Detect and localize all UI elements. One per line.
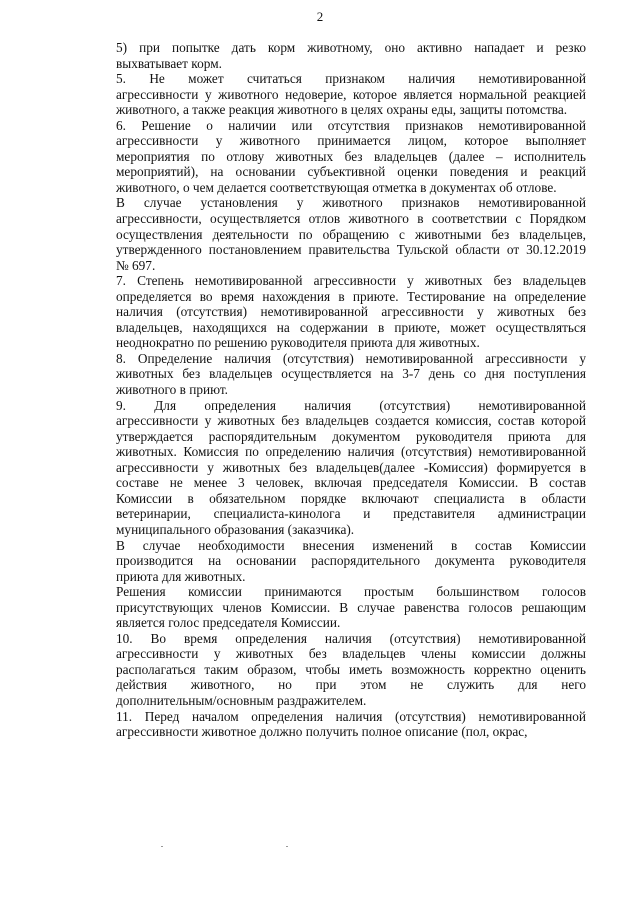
text-line: 10. Во время определения наличия (отсутствия) немотивированной xyxy=(116,630,586,646)
text-line: мероприятий), на основании субъективной оценки поведения и реакций xyxy=(116,164,586,180)
paragraph xyxy=(78,195,586,273)
paragraph xyxy=(78,273,586,351)
scan-speck xyxy=(286,846,288,847)
text-line: выхватывает корм. xyxy=(116,55,222,71)
text-line: Комиссии в обязательном порядке включают специалиста в области xyxy=(116,490,586,506)
text-line: животного, а также реакция животного в целях охраны еды, защиты потомства. xyxy=(116,102,568,118)
text-line: неоднократно по решению руководителя приюта для животных. xyxy=(116,335,480,351)
text-line: 6. Решение о наличии или отсутствия признаков немотивированной xyxy=(116,117,586,133)
text-line: наличия (отсутствия) немотивированной агрессивности у животных без xyxy=(116,304,586,320)
text-line: присутствующих членов Комиссии. В случае равенства голосов решающим xyxy=(116,599,586,615)
text-line: агрессивности у животного принимается лицом, которое выполняет xyxy=(116,133,586,149)
text-line: является голос председателя Комиссии. xyxy=(116,615,341,631)
text-line: агрессивности, осуществляется отлов животного в соответствии с Порядком xyxy=(116,211,586,227)
text-line: животных без владельцев осуществляется на 3-7 день со дня поступления xyxy=(116,366,586,382)
text-line: животного в приют. xyxy=(116,382,229,398)
text-line: 5. Не может считаться признаком наличия немотивированной xyxy=(116,71,586,87)
document-body xyxy=(78,40,586,740)
text-line: утверждается распорядительным документом руководителя приюта для xyxy=(116,428,586,444)
text-line: определяется во время нахождения в приюте. Тестирование на определение xyxy=(116,288,586,304)
text-line: производится на основании распорядительного документа руководителя xyxy=(116,553,586,569)
text-line: утвержденного постановлением правительства Тульской области от 30.12.2019 xyxy=(116,242,586,258)
text-line: В случае установления у животного признаков немотивированной xyxy=(116,195,586,211)
paragraph xyxy=(78,71,586,118)
text-line: агрессивности у животных без владельцев члены комиссии должны xyxy=(116,646,586,662)
paragraph xyxy=(78,398,586,538)
paragraph xyxy=(78,351,586,398)
scan-speck xyxy=(161,846,163,847)
paragraph xyxy=(78,538,586,585)
paragraph xyxy=(78,118,586,196)
text-line: приюта для животных. xyxy=(116,568,246,584)
text-line: дополнительным/основным раздражителем. xyxy=(116,692,367,708)
paragraph xyxy=(78,709,586,740)
text-line: располагаться таким образом, чтобы иметь возможность корректно оценить xyxy=(116,661,586,677)
text-line: владельцев, находящихся на содержании в приюте, может осуществляться xyxy=(116,319,586,335)
text-line: Решения комиссии принимаются простым большинством голосов xyxy=(116,584,586,600)
text-line: агрессивности у животного недоверие, которое является нормальной реакцией xyxy=(116,86,586,102)
text-line: 11. Перед началом определения наличия (отсутствия) немотивированной xyxy=(116,708,586,724)
text-line: ветеринарии, специалиста-кинолога и представителя администрации xyxy=(116,506,586,522)
text-line: животного, о чем делается соответствующая отметка в документах об отлове. xyxy=(116,179,557,195)
paragraph xyxy=(78,631,586,709)
text-line: 9. Для определения наличия (отсутствия) немотивированной xyxy=(116,397,586,413)
text-line: агрессивности у животных без владельцев создается комиссия, состав которой xyxy=(116,413,586,429)
text-line: агрессивности животное должно получить полное описание (пол, окрас, xyxy=(116,724,528,740)
text-line: агрессивности у животных без владельцев(далее -Комиссия) формируется в xyxy=(116,459,586,475)
text-line: животных. Комиссия по определению наличия (отсутствия) немотивированной xyxy=(116,444,586,460)
text-line: 7. Степень немотивированной агрессивности у животных без владельцев xyxy=(116,273,586,289)
text-line: В случае необходимости внесения изменений в состав Комиссии xyxy=(116,537,586,553)
text-line: 5) при попытке дать корм животному, оно активно нападает и резко xyxy=(116,40,586,55)
page-number: 2 xyxy=(316,9,324,24)
paragraph xyxy=(78,40,586,71)
text-line: 8. Определение наличия (отсутствия) немотивированной агрессивности у xyxy=(116,350,586,366)
text-line: мероприятия по отлову животных без владельцев (далее – исполнитель xyxy=(116,148,586,164)
text-line: № 697. xyxy=(116,257,156,273)
text-line: действия животного, но при этом не служить для него xyxy=(116,677,586,693)
paragraph xyxy=(78,584,586,631)
text-line: осуществления деятельности по обращению с животными без владельцев, xyxy=(116,226,586,242)
text-line: составе не менее 3 человек, включая председателя Комиссии. В состав xyxy=(116,475,586,491)
text-line: муниципального образования (заказчика). xyxy=(116,521,355,537)
